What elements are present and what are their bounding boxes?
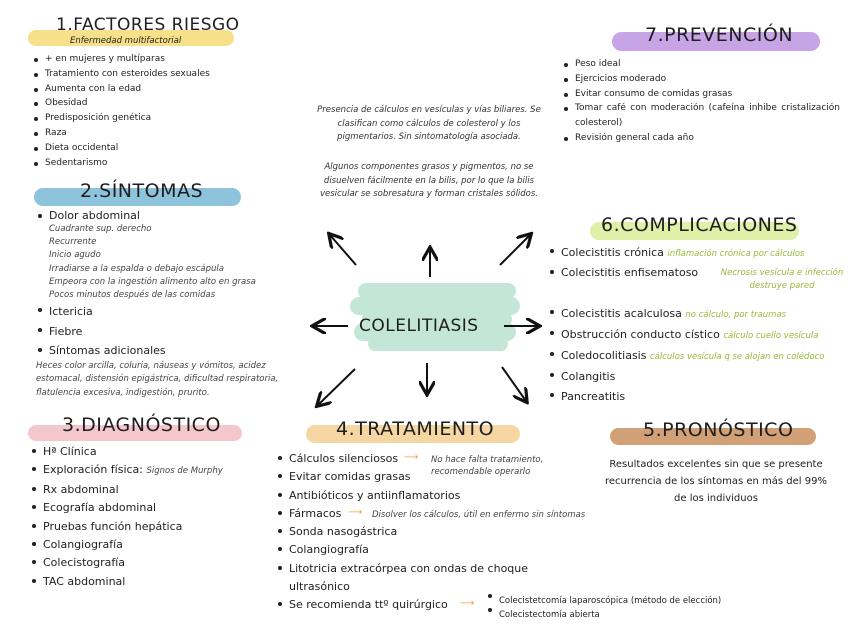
complicacion-note: cálculo cuello vesícula	[723, 331, 819, 341]
arrow-up-right	[500, 235, 530, 265]
list-item: Colecistitis enfisematoso	[561, 266, 699, 279]
dolor-detail: Recurrente	[49, 237, 97, 248]
list-item: Colecistectomía abierta	[486, 608, 721, 622]
prevencion-list	[562, 57, 840, 146]
complicacion-note: inflamación crónica por cálculos	[667, 249, 805, 259]
list-item: Pancreatitis	[548, 387, 825, 407]
dolor-detail: Pocos minutos después de las comidas	[49, 290, 216, 301]
list-item: Sonda nasogástrica	[276, 523, 559, 541]
factores-subtitle: Enfermedad multifactorial	[70, 36, 182, 46]
list-item: Pruebas función hepática	[30, 518, 223, 536]
list-item: Colecistetcomía laparoscópica (método de elección)	[486, 594, 721, 608]
list-item: Fármacos	[289, 506, 342, 520]
list-item: Coledocolitiasis	[561, 349, 647, 362]
list-item: Rx abdominal	[30, 481, 223, 499]
farmacos-note: Disolver los cálculos, útil en enfermo sin síntomas	[372, 510, 586, 520]
list-item: Evitar consumo de comidas grasas	[562, 87, 840, 102]
diagnostico-list	[30, 443, 223, 591]
list-item: + en mujeres y multíparas	[32, 52, 210, 67]
list-item: Predisposición genética	[32, 111, 210, 126]
arrow-down-left	[318, 369, 355, 405]
list-item: Sedentarismo	[32, 156, 210, 171]
arrow-down-right	[502, 367, 526, 401]
tratamiento-title: 4.TRATAMIENTO	[336, 418, 495, 440]
list-item: Tratamiento con esteroides sexuales	[32, 67, 210, 82]
pronostico-title: 5.PRONÓSTICO	[643, 419, 794, 441]
sintoma-adicionales: Síntomas adicionales	[49, 344, 166, 358]
list-item: TAC abdominal	[30, 573, 223, 591]
list-item: Ejercicios moderado	[562, 72, 840, 87]
center-paragraph-1: Presencia de cálculos en vesículas y vías biliares. Se clasifican como cálculos de colesterol y los pigmentarios. Sin sintomatología asociada.	[317, 105, 541, 142]
list-item: Evitar comidas grasas	[276, 468, 559, 486]
sintoma-fiebre: Fiebre	[36, 322, 306, 342]
dolor-detail: Inicio agudo	[49, 250, 101, 261]
list-item: Aumenta con la edad	[32, 82, 210, 97]
list-item: Exploración física:	[43, 463, 144, 477]
sintomas-list	[36, 208, 306, 400]
center-paragraph-2: Algunos componentes grasos y pigmentos, no se disuelven fácilmente en la bilis, por lo que la bilis vesicular se sobresatura y forman cristales sólidos.	[319, 162, 539, 199]
complicaciones-title: 6.COMPLICACIONES	[601, 214, 798, 236]
arrow-up-left	[330, 235, 356, 265]
quirurgico-list	[486, 594, 721, 622]
dolor-detail: Cuadrante sup. derecho	[49, 224, 152, 234]
list-item: Colecistografía	[30, 554, 223, 572]
murphy-note: Signos de Murphy	[146, 466, 223, 477]
list-item: Peso ideal	[562, 57, 840, 72]
arrow-icon: ⟶	[404, 452, 419, 463]
silenciosos-note: No hace falta tratamiento, recomendable operarlo	[431, 455, 544, 477]
list-item: Cálculos silenciosos	[289, 452, 399, 465]
diagnostico-title: 3.DIAGNÓSTICO	[62, 414, 221, 436]
arrow-icon: ⟶	[460, 598, 475, 609]
list-item: Tomar café con moderación (cafeína inhibe cristalización colesterol)	[562, 101, 840, 131]
list-item: Dieta occidental	[32, 141, 210, 156]
complicacion-note: Necrosis vesícula e infección destruye pared	[720, 268, 844, 291]
pronostico-text: Resultados excelentes sin que se presente recurrencia de los síntomas en más del 99% de los individuos	[605, 459, 827, 504]
list-item: Se recomienda ttº quirúrgico	[289, 598, 448, 612]
sintoma-ictericia: Ictericia	[36, 302, 306, 322]
list-item: Hª Clínica	[30, 443, 223, 461]
factores-title: 1.FACTORES RIESGO	[56, 15, 240, 35]
dolor-detail: Irradiarse a la espalda o debajo escápula	[49, 263, 224, 274]
arrow-icon: ⟶	[348, 507, 363, 518]
list-item: Raza	[32, 126, 210, 141]
list-item: Colangitis	[548, 367, 825, 387]
factores-list	[32, 52, 210, 170]
list-item: Obesidad	[32, 96, 210, 111]
list-item: Colangiografía	[30, 536, 223, 554]
adicionales-detail: Heces color arcilla, coluria, náuseas y vómitos, acidez estomacal, distensión epigástrica, dificultad respiratoria, flatulencia excesiva, indigestión, prurito.	[36, 361, 279, 398]
prevencion-title: 7.PREVENCIÓN	[645, 24, 794, 46]
center-title: COLELITIASIS	[359, 316, 479, 336]
complicacion-note: cálculos vesícula q se alojan en colédoco	[649, 352, 825, 362]
list-item: Colecistitis acalculosa	[561, 307, 682, 320]
list-item: Colecistitis crónica	[561, 246, 664, 259]
dolor-detail: Empeora con la ingestión alimento alto en grasa	[49, 276, 256, 287]
list-item: Obstrucción conducto cístico	[561, 328, 720, 341]
sintoma-dolor: Dolor abdominal	[49, 209, 140, 222]
list-item: Colangiografía	[276, 541, 559, 559]
list-item: Revisión general cada año	[562, 131, 840, 146]
list-item: Antibióticos y antiinflamatorios	[276, 487, 559, 505]
list-item: Litotricia extracórpea con ondas de choque ultrasónico	[276, 560, 559, 597]
list-item: Ecografía abdominal	[30, 499, 223, 517]
complicacion-note: no cálculo, por traumas	[685, 310, 787, 320]
sintomas-title: 2.SÍNTOMAS	[80, 180, 204, 202]
